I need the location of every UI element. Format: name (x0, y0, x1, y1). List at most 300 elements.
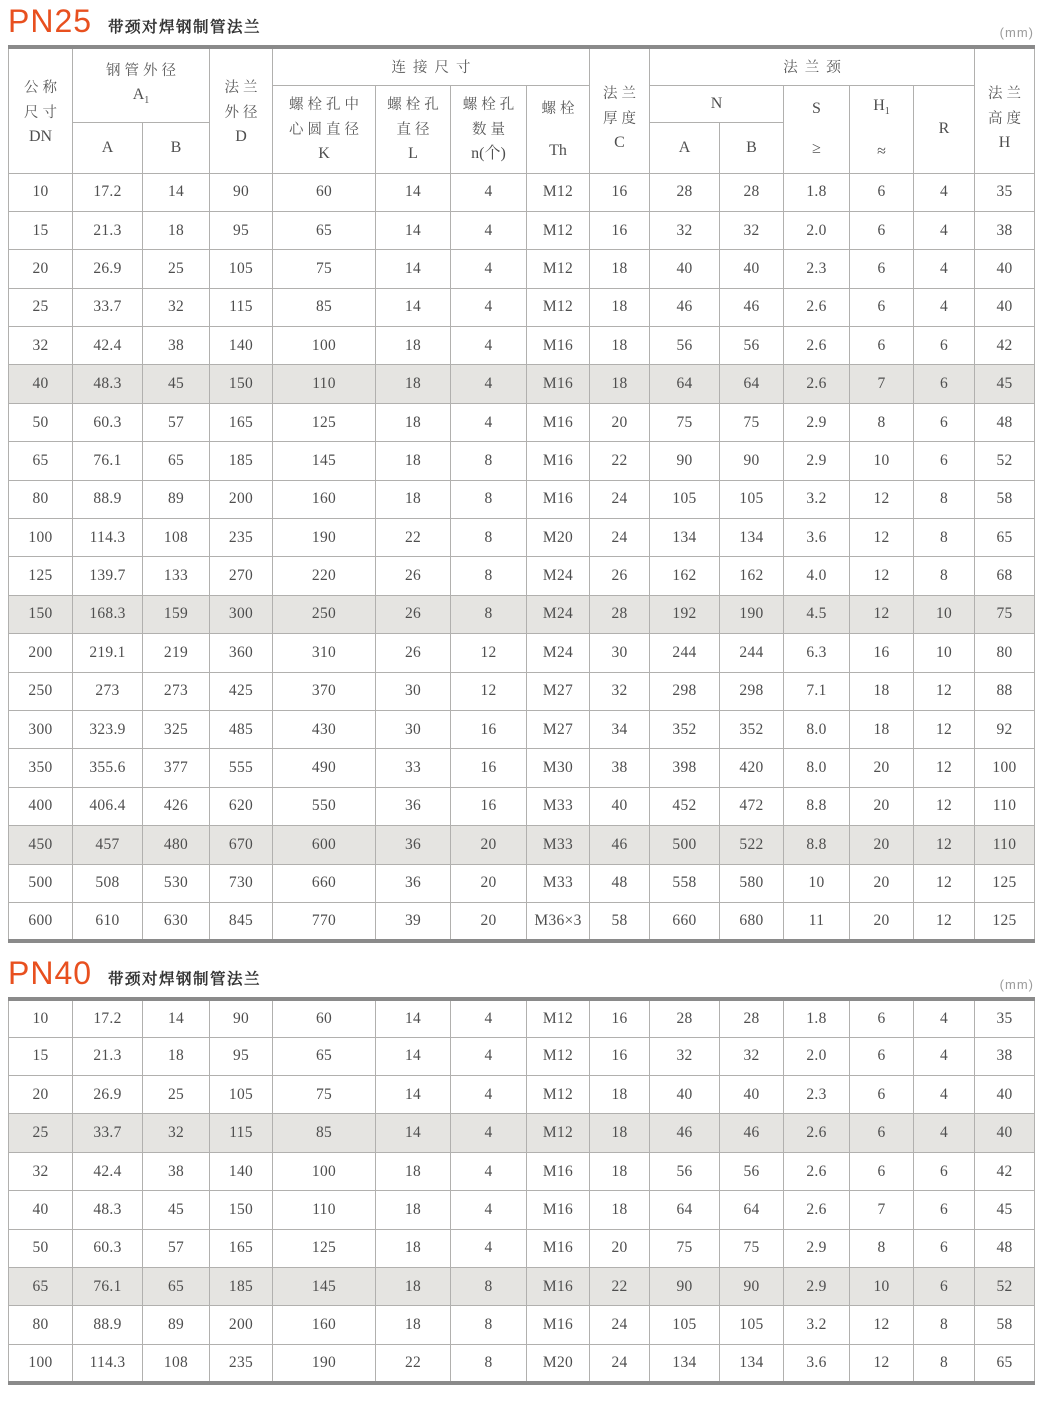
table-cell: 508 (73, 864, 143, 902)
table-cell: 40 (720, 1076, 784, 1114)
table-cell: 56 (650, 1152, 720, 1190)
table-cell: 4 (451, 1114, 527, 1152)
table-cell: 14 (143, 173, 210, 211)
table-cell: 46 (720, 1114, 784, 1152)
table-cell: 32 (9, 327, 73, 365)
pn25-section (8, 4, 1040, 943)
pn25-title: PN25 (8, 3, 93, 39)
table-cell: 14 (376, 250, 451, 288)
table-cell: 46 (650, 1114, 720, 1152)
table-cell: 48.3 (73, 365, 143, 403)
table-cell: 110 (975, 787, 1035, 825)
table-cell: 6.3 (784, 634, 850, 672)
table-cell: 105 (650, 480, 720, 518)
table-cell: 25 (143, 250, 210, 288)
table-cell: 16 (590, 173, 650, 211)
table-cell: 6 (914, 1152, 975, 1190)
table-cell: 32 (720, 211, 784, 249)
table-cell: 450 (9, 826, 73, 864)
table-cell: M27 (527, 710, 590, 748)
table-cell: 88.9 (73, 1306, 143, 1344)
table-cell: 36 (376, 826, 451, 864)
table-cell: 20 (590, 403, 650, 441)
table-cell: 845 (210, 902, 273, 940)
table-cell: M16 (527, 327, 590, 365)
table-cell: 10 (850, 1268, 914, 1306)
table-cell: 6 (850, 173, 914, 211)
table-cell: 660 (650, 902, 720, 940)
table-cell: 21.3 (73, 1037, 143, 1075)
table-cell: 18 (590, 365, 650, 403)
header-neck-n: N (650, 85, 784, 122)
table-row (9, 999, 1035, 1037)
table-cell: 38 (975, 211, 1035, 249)
table-cell: 125 (975, 902, 1035, 940)
pn40-title: PN40 (8, 954, 93, 991)
table-cell: M20 (527, 1344, 590, 1382)
table-cell: 426 (143, 787, 210, 825)
table-cell: 16 (590, 1037, 650, 1075)
table-cell: 18 (590, 1152, 650, 1190)
table-cell: 200 (9, 634, 73, 672)
table-cell: 68 (975, 557, 1035, 595)
header-bolt-hole-count: 螺栓孔 数量 n(个) (451, 85, 527, 173)
table-cell: M16 (527, 1152, 590, 1190)
table-cell: 14 (376, 288, 451, 326)
table-cell: 550 (273, 787, 376, 825)
table-cell: 4 (451, 365, 527, 403)
table-cell: 95 (210, 1037, 273, 1075)
table-cell: 35 (975, 173, 1035, 211)
table-cell: 57 (143, 1229, 210, 1267)
table-cell: 108 (143, 519, 210, 557)
header-connection-dims: 连接尺寸 (273, 47, 590, 85)
table-cell: 219.1 (73, 634, 143, 672)
table-cell: 14 (376, 1076, 451, 1114)
table-cell: 57 (143, 403, 210, 441)
table-cell: 38 (143, 1152, 210, 1190)
table-cell: 630 (143, 902, 210, 940)
table-cell: 770 (273, 902, 376, 940)
table-cell: 26 (376, 557, 451, 595)
table-cell: 2.9 (784, 1268, 850, 1306)
table-cell: 90 (720, 442, 784, 480)
table-cell: 45 (143, 365, 210, 403)
table-cell: 58 (975, 480, 1035, 518)
table-cell: 40 (590, 787, 650, 825)
table-cell: 75 (273, 1076, 376, 1114)
table-cell: 45 (975, 365, 1035, 403)
table-cell: 250 (273, 595, 376, 633)
table-cell: 40 (975, 250, 1035, 288)
table-cell: 370 (273, 672, 376, 710)
table-cell: 6 (914, 365, 975, 403)
table-cell: 6 (850, 250, 914, 288)
table-cell: 558 (650, 864, 720, 902)
table-cell: 115 (210, 288, 273, 326)
table-cell: 100 (975, 749, 1035, 787)
table-cell: 4 (914, 173, 975, 211)
table-cell: 18 (590, 1076, 650, 1114)
table-cell: 12 (850, 557, 914, 595)
table-cell: 420 (720, 749, 784, 787)
table-cell: 12 (914, 864, 975, 902)
table-cell: M33 (527, 826, 590, 864)
table-cell: 65 (273, 211, 376, 249)
table-cell: 65 (9, 1268, 73, 1306)
table-cell: 92 (975, 710, 1035, 748)
table-cell: M16 (527, 365, 590, 403)
table-cell: 39 (376, 902, 451, 940)
table-cell: 150 (9, 595, 73, 633)
table-cell: 36 (376, 864, 451, 902)
table-cell: 125 (975, 864, 1035, 902)
table-cell: 4 (914, 1114, 975, 1152)
table-cell: 40 (975, 288, 1035, 326)
table-cell: 145 (273, 1268, 376, 1306)
table-cell: M33 (527, 864, 590, 902)
table-cell: 48 (975, 1229, 1035, 1267)
table-cell: M12 (527, 211, 590, 249)
table-cell: 300 (9, 710, 73, 748)
table-cell: 300 (210, 595, 273, 633)
table-cell: 200 (210, 1306, 273, 1344)
table-cell: 200 (210, 480, 273, 518)
table-cell: 75 (975, 595, 1035, 633)
table-cell: 6 (914, 1268, 975, 1306)
table-cell: 490 (273, 749, 376, 787)
table-cell: 110 (273, 1191, 376, 1229)
table-cell: 2.9 (784, 1229, 850, 1267)
table-cell: 60.3 (73, 1229, 143, 1267)
table-cell: 10 (9, 173, 73, 211)
table-row (9, 1076, 1035, 1114)
table-cell: 28 (650, 999, 720, 1037)
table-cell: 76.1 (73, 1268, 143, 1306)
table-cell: 26.9 (73, 250, 143, 288)
table-cell: 6 (850, 1037, 914, 1075)
table-cell: 406.4 (73, 787, 143, 825)
table-cell: 12 (850, 1306, 914, 1344)
table-row (9, 710, 1035, 748)
table-cell: 52 (975, 442, 1035, 480)
pn40-table-body (9, 999, 1035, 1383)
table-cell: 108 (143, 1344, 210, 1382)
table-row (9, 826, 1035, 864)
table-cell: 65 (9, 442, 73, 480)
table-cell: 485 (210, 710, 273, 748)
table-cell: M36×3 (527, 902, 590, 940)
table-cell: 4 (451, 173, 527, 211)
table-cell: 24 (590, 1344, 650, 1382)
table-cell: 18 (590, 1114, 650, 1152)
table-cell: 2.9 (784, 442, 850, 480)
table-cell: 32 (650, 211, 720, 249)
table-cell: 16 (850, 634, 914, 672)
table-cell: 40 (650, 1076, 720, 1114)
table-cell: 6 (914, 1229, 975, 1267)
table-cell: 472 (720, 787, 784, 825)
table-cell: 42 (975, 1152, 1035, 1190)
header-neck-b: B (720, 122, 784, 173)
table-cell: 610 (73, 902, 143, 940)
table-cell: M12 (527, 1114, 590, 1152)
table-cell: 64 (720, 365, 784, 403)
table-cell: 110 (975, 826, 1035, 864)
table-cell: 7 (850, 1191, 914, 1229)
table-cell: 2.0 (784, 1037, 850, 1075)
table-cell: 4 (914, 999, 975, 1037)
table-cell: 18 (376, 1306, 451, 1344)
table-cell: 64 (650, 1191, 720, 1229)
table-cell: 22 (590, 442, 650, 480)
table-cell: 8 (451, 1268, 527, 1306)
table-cell: M12 (527, 999, 590, 1037)
table-cell: 235 (210, 1344, 273, 1382)
table-cell: 250 (9, 672, 73, 710)
table-row (9, 250, 1035, 288)
table-cell: 26 (590, 557, 650, 595)
table-cell: 6 (850, 1076, 914, 1114)
table-cell: 500 (650, 826, 720, 864)
table-cell: 270 (210, 557, 273, 595)
table-cell: 134 (720, 519, 784, 557)
table-cell: 6 (850, 327, 914, 365)
table-cell: 168.3 (73, 595, 143, 633)
pn25-unit-label: (mm) (999, 25, 1034, 40)
table-cell: 8 (850, 1229, 914, 1267)
table-cell: 40 (975, 1114, 1035, 1152)
table-cell: 600 (273, 826, 376, 864)
table-cell: 33.7 (73, 288, 143, 326)
table-cell: 12 (451, 672, 527, 710)
table-cell: M16 (527, 480, 590, 518)
table-cell: 40 (975, 1076, 1035, 1114)
table-cell: 115 (210, 1114, 273, 1152)
table-cell: 2.3 (784, 1076, 850, 1114)
table-cell: 2.6 (784, 1152, 850, 1190)
table-cell: 12 (914, 672, 975, 710)
table-cell: 105 (210, 1076, 273, 1114)
table-cell: 12 (850, 1344, 914, 1382)
table-cell: 12 (914, 826, 975, 864)
table-cell: 4 (451, 1037, 527, 1075)
table-cell: 36 (376, 787, 451, 825)
table-cell: 20 (9, 1076, 73, 1114)
table-cell: 398 (650, 749, 720, 787)
table-cell: 8 (914, 1306, 975, 1344)
table-cell: 134 (650, 519, 720, 557)
table-cell: 12 (850, 480, 914, 518)
table-cell: 88 (975, 672, 1035, 710)
table-cell: 80 (9, 1306, 73, 1344)
table-cell: 522 (720, 826, 784, 864)
table-cell: 114.3 (73, 1344, 143, 1382)
table-cell: 20 (451, 902, 527, 940)
table-cell: 18 (590, 327, 650, 365)
table-row (9, 902, 1035, 940)
table-row (9, 365, 1035, 403)
table-cell: 17.2 (73, 999, 143, 1037)
table-cell: 58 (590, 902, 650, 940)
table-cell: 20 (590, 1229, 650, 1267)
table-cell: 162 (720, 557, 784, 595)
table-cell: 125 (273, 403, 376, 441)
table-cell: 4 (451, 1152, 527, 1190)
table-cell: 100 (273, 1152, 376, 1190)
table-cell: 33 (376, 749, 451, 787)
table-cell: 65 (975, 1344, 1035, 1382)
table-cell: 32 (143, 1114, 210, 1152)
table-cell: 65 (143, 1268, 210, 1306)
table-cell: M16 (527, 442, 590, 480)
table-cell: 8 (451, 519, 527, 557)
table-cell: 530 (143, 864, 210, 902)
table-cell: 160 (273, 480, 376, 518)
table-cell: 26.9 (73, 1076, 143, 1114)
table-cell: 8 (451, 595, 527, 633)
table-row (9, 442, 1035, 480)
table-cell: 185 (210, 1268, 273, 1306)
table-cell: 28 (720, 173, 784, 211)
table-cell: 4 (914, 1037, 975, 1075)
table-cell: 32 (590, 672, 650, 710)
table-row (9, 211, 1035, 249)
table-cell: 88.9 (73, 480, 143, 518)
table-cell: 4 (451, 327, 527, 365)
table-cell: 18 (143, 211, 210, 249)
table-cell: 10 (784, 864, 850, 902)
table-cell: M12 (527, 1037, 590, 1075)
table-cell: M16 (527, 1229, 590, 1267)
table-cell: 8 (914, 519, 975, 557)
table-cell: 85 (273, 288, 376, 326)
table-cell: 425 (210, 672, 273, 710)
table-cell: 76.1 (73, 442, 143, 480)
table-cell: 2.6 (784, 327, 850, 365)
table-cell: 16 (590, 999, 650, 1037)
table-cell: 18 (143, 1037, 210, 1075)
table-cell: 105 (720, 1306, 784, 1344)
header-neck-a: A (650, 122, 720, 173)
table-cell: 46 (650, 288, 720, 326)
table-cell: 430 (273, 710, 376, 748)
table-cell: 8 (850, 403, 914, 441)
header-bolt-thread: 螺栓 Th (527, 85, 590, 173)
table-cell: 18 (376, 480, 451, 518)
table-cell: 20 (9, 250, 73, 288)
table-cell: 10 (914, 634, 975, 672)
table-cell: 4 (451, 999, 527, 1037)
table-cell: 18 (376, 1229, 451, 1267)
table-cell: 4 (451, 288, 527, 326)
table-cell: 48 (975, 403, 1035, 441)
table-cell: 20 (850, 749, 914, 787)
table-cell: 273 (73, 672, 143, 710)
table-cell: 20 (451, 826, 527, 864)
table-cell: 28 (590, 595, 650, 633)
table-row (9, 749, 1035, 787)
table-cell: M33 (527, 787, 590, 825)
table-row (9, 1037, 1035, 1075)
table-row (9, 403, 1035, 441)
table-cell: 30 (376, 710, 451, 748)
table-cell: 6 (850, 211, 914, 249)
table-cell: 38 (590, 749, 650, 787)
table-cell: 14 (376, 1114, 451, 1152)
table-cell: 620 (210, 787, 273, 825)
table-cell: 140 (210, 1152, 273, 1190)
table-cell: 16 (451, 787, 527, 825)
table-cell: 452 (650, 787, 720, 825)
table-cell: 6 (914, 1191, 975, 1229)
table-row (9, 327, 1035, 365)
table-cell: 12 (914, 710, 975, 748)
table-cell: 159 (143, 595, 210, 633)
table-cell: 355.6 (73, 749, 143, 787)
table-cell: 105 (210, 250, 273, 288)
table-row (9, 1191, 1035, 1229)
table-cell: 352 (720, 710, 784, 748)
table-row (9, 288, 1035, 326)
table-cell: 12 (914, 787, 975, 825)
table-cell: 244 (720, 634, 784, 672)
table-cell: 18 (376, 403, 451, 441)
table-cell: 7.1 (784, 672, 850, 710)
table-cell: 90 (210, 999, 273, 1037)
table-cell: 580 (720, 864, 784, 902)
pn25-section-header (8, 4, 1034, 41)
table-cell: 7 (850, 365, 914, 403)
table-cell: 8 (451, 1306, 527, 1344)
table-cell: 18 (376, 1152, 451, 1190)
pn40-table (8, 997, 1035, 1385)
table-cell: 35 (975, 999, 1035, 1037)
table-cell: M24 (527, 557, 590, 595)
table-cell: 190 (273, 519, 376, 557)
table-cell: 75 (720, 1229, 784, 1267)
table-cell: 16 (590, 211, 650, 249)
table-cell: 90 (650, 1268, 720, 1306)
table-cell: 22 (590, 1268, 650, 1306)
header-flange-height: 法兰 高度 H (975, 47, 1035, 173)
table-cell: 45 (143, 1191, 210, 1229)
table-cell: 20 (850, 864, 914, 902)
table-cell: 680 (720, 902, 784, 940)
table-cell: 50 (9, 1229, 73, 1267)
table-cell: 150 (210, 1191, 273, 1229)
table-cell: 25 (9, 288, 73, 326)
table-cell: 46 (720, 288, 784, 326)
table-cell: 75 (650, 1229, 720, 1267)
table-cell: 134 (650, 1344, 720, 1382)
table-cell: 25 (9, 1114, 73, 1152)
table-cell: 139.7 (73, 557, 143, 595)
table-cell: 56 (720, 1152, 784, 1190)
table-cell: 65 (273, 1037, 376, 1075)
table-cell: 185 (210, 442, 273, 480)
table-cell: 18 (376, 327, 451, 365)
table-cell: 6 (914, 403, 975, 441)
table-cell: 1.8 (784, 999, 850, 1037)
table-cell: 60 (273, 173, 376, 211)
table-cell: 235 (210, 519, 273, 557)
table-row (9, 672, 1035, 710)
header-bolt-circle-diameter: 螺栓孔中 心圆直径 K (273, 85, 376, 173)
header-pipe-od-a: A (73, 122, 143, 173)
table-cell: 90 (650, 442, 720, 480)
table-cell: 38 (143, 327, 210, 365)
